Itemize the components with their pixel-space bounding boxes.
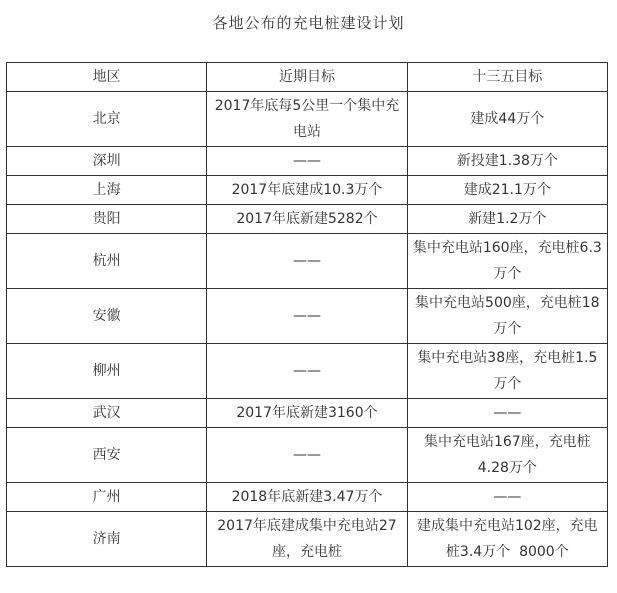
cell-region: 深圳 — [7, 147, 207, 176]
cell-near-term-goal: 2017年底新建5282个 — [207, 205, 407, 234]
table-row-guangzhou — [7, 483, 608, 512]
cell-near-term-goal: —— — [207, 344, 407, 399]
cell-region: 武汉 — [7, 399, 207, 428]
cell-region: 杭州 — [7, 234, 207, 289]
table-row-beijing — [7, 92, 608, 147]
cell-region: 安徽 — [7, 289, 207, 344]
charging-pile-plan-table — [6, 62, 608, 567]
table-row-shenzhen — [7, 147, 608, 176]
cell-five-year-goal: 集中充电站38座，充电桩1.5万个 — [407, 344, 607, 399]
table-row-jinan — [7, 512, 608, 567]
table-row-hangzhou — [7, 234, 608, 289]
table-row-xian — [7, 428, 608, 483]
table-row-wuhan — [7, 399, 608, 428]
cell-near-term-goal: —— — [207, 147, 407, 176]
cell-region: 广州 — [7, 483, 207, 512]
cell-five-year-goal: 新投建1.38万个 — [407, 147, 607, 176]
cell-five-year-goal: 建成21.1万个 — [407, 176, 607, 205]
table-row-liuzhou — [7, 344, 608, 399]
table-body — [7, 92, 608, 567]
cell-five-year-goal: —— — [407, 483, 607, 512]
header-near-term-goal: 近期目标 — [207, 63, 407, 92]
cell-near-term-goal: —— — [207, 234, 407, 289]
table-header — [7, 63, 608, 92]
cell-region: 上海 — [7, 176, 207, 205]
cell-near-term-goal: —— — [207, 289, 407, 344]
cell-region: 西安 — [7, 428, 207, 483]
cell-near-term-goal: 2017年底建成集中充电站27座，充电桩 — [207, 512, 407, 567]
cell-five-year-goal: 集中充电站160座，充电桩6.3万个 — [407, 234, 607, 289]
cell-five-year-goal: 建成集中充电站102座，充电桩3.4万个 8000个 — [407, 512, 607, 567]
header-five-year-goal: 十三五目标 — [407, 63, 607, 92]
cell-five-year-goal: —— — [407, 399, 607, 428]
cell-near-term-goal: —— — [207, 428, 407, 483]
cell-region: 柳州 — [7, 344, 207, 399]
page-title: 各地公布的充电桩建设计划 — [212, 14, 405, 32]
cell-near-term-goal: 2017年底建成10.3万个 — [207, 176, 407, 205]
cell-near-term-goal: 2017年底每5公里一个集中充电站 — [207, 92, 407, 147]
cell-five-year-goal: 新建1.2万个 — [407, 205, 607, 234]
header-region: 地区 — [7, 63, 207, 92]
header-row — [7, 63, 608, 92]
cell-region: 北京 — [7, 92, 207, 147]
table-row-shanghai — [7, 176, 608, 205]
cell-region: 贵阳 — [7, 205, 207, 234]
table-row-anhui — [7, 289, 608, 344]
cell-near-term-goal: 2017年底新建3160个 — [207, 399, 407, 428]
cell-five-year-goal: 集中充电站167座，充电桩4.28万个 — [407, 428, 607, 483]
cell-five-year-goal: 集中充电站500座，充电桩18万个 — [407, 289, 607, 344]
table-row-guiyang — [7, 205, 608, 234]
cell-region: 济南 — [7, 512, 207, 567]
cell-near-term-goal: 2018年底新建3.47万个 — [207, 483, 407, 512]
document-page — [0, 13, 617, 593]
cell-five-year-goal: 建成44万个 — [407, 92, 607, 147]
